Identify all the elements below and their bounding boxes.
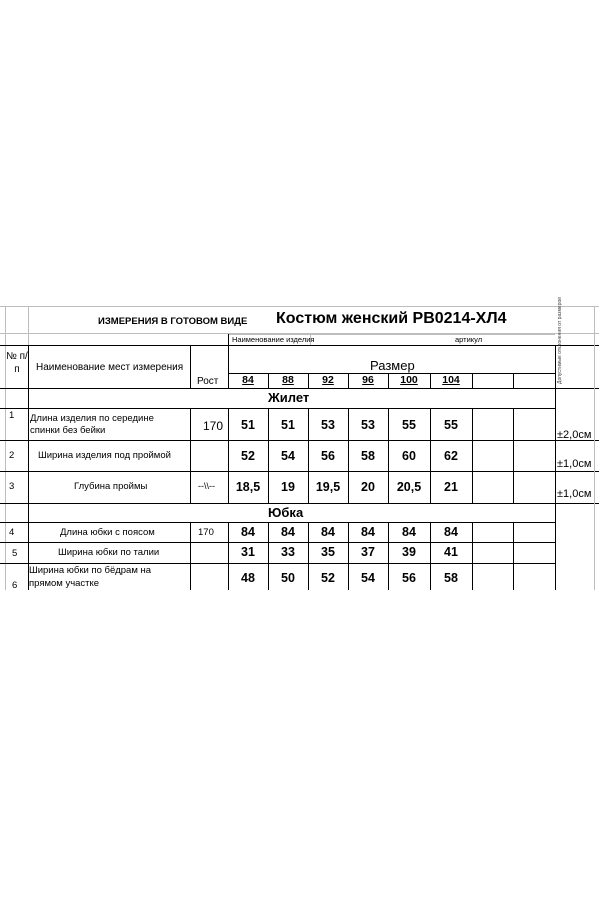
section-title-vest: Жилет [268,390,310,405]
value-cell: 84 [241,525,255,539]
value-cell: 52 [321,571,335,585]
page-background [0,591,599,899]
value-cell: 56 [321,449,335,463]
row-number: 1 [9,410,15,421]
row-number: 3 [9,481,15,492]
value-cell: 60 [402,449,416,463]
size-header: Размер [370,358,415,373]
grid-line [0,440,599,441]
value-cell: 55 [444,418,458,432]
value-cell: 55 [402,418,416,432]
grid-line [472,373,473,388]
value-cell: 84 [361,525,375,539]
row-description: Длина юбки с поясом [60,527,155,538]
number-column-header: № п/п [6,351,28,375]
grid-line [190,522,191,590]
grid-line [190,408,191,503]
grid-line [28,345,29,590]
value-cell: 84 [402,525,416,539]
grid-line [0,306,599,307]
article-label: артикул [455,335,483,344]
grid-line [513,522,514,590]
value-cell: 37 [361,545,375,559]
row-description: спинки без бейки [30,425,106,436]
row-height: 170 [203,419,224,433]
value-cell: 18,5 [235,480,261,494]
grid-line [0,503,599,504]
value-cell: 84 [281,525,295,539]
grid-line [513,408,514,503]
value-cell: 21 [444,480,458,494]
row-description: Ширина изделия под проймой [38,450,171,461]
grid-line [0,345,599,346]
grid-line [0,388,599,389]
section-title-skirt: Юбка [268,505,304,520]
row-number: 4 [9,527,15,538]
product-name-label: Наименование изделия [232,335,315,344]
value-cell: 39 [402,545,416,559]
value-cell: 35 [321,545,335,559]
product-title: Костюм женский РВ0214-ХЛ4 [276,310,507,327]
row-number: 5 [12,548,18,559]
value-cell: 41 [444,545,458,559]
size-88-header: 88 [282,374,294,386]
row-description: Ширина юбки по бёдрам на [29,565,152,576]
grid-line [472,408,473,503]
value-cell: 20,5 [396,480,422,494]
value-cell: 20 [361,480,375,494]
value-cell: 54 [281,449,295,463]
size-96-header: 96 [362,374,374,386]
grid-line [5,306,6,590]
value-cell: 56 [402,571,416,585]
size-84-header: 84 [242,374,254,386]
value-cell: 52 [241,449,255,463]
value-cell: 51 [241,418,255,432]
value-cell: 53 [321,418,335,432]
row-description: Длина изделия по середине [30,413,154,424]
height-column-header: Рост [197,376,219,387]
value-cell: 31 [241,545,255,559]
value-cell: 58 [361,449,375,463]
row-height: 170 [198,527,214,538]
grid-line [472,522,473,590]
value-cell: 51 [281,418,295,432]
place-column-header: Наименование мест измерения [36,362,184,373]
size-92-header: 92 [322,374,334,386]
row-description: Глубина проймы [74,481,148,492]
value-cell: 84 [444,525,458,539]
value-cell: 53 [361,418,375,432]
value-cell: 33 [281,545,295,559]
measurements-label: ИЗМЕРЕНИЯ В ГОТОВОМ ВИДЕ [98,316,248,327]
grid-line [555,345,556,590]
row-description: прямом участке [29,578,100,589]
row-number: 6 [12,580,18,591]
tolerance-value: ±2,0см [557,429,592,441]
tolerance-value: ±1,0см [557,488,592,500]
row-number: 2 [9,450,15,461]
value-cell: 19,5 [315,480,341,494]
value-cell: 62 [444,449,458,463]
tolerance-value: ±1,0см [557,458,592,470]
value-cell: 84 [321,525,335,539]
value-cell: 19 [281,480,295,494]
grid-line [190,345,191,388]
grid-line [28,306,29,346]
value-cell: 50 [281,571,295,585]
row-description: Ширина юбки по талии [58,547,160,558]
grid-line [594,306,595,590]
tolerance-column-header: Допустимые отклонения от размеров [557,297,563,384]
value-cell: 58 [444,571,458,585]
grid-line [0,471,599,472]
value-cell: 54 [361,571,375,585]
size-100-header: 100 [400,374,418,386]
size-104-header: 104 [442,374,460,386]
value-cell: 48 [241,571,255,585]
row-height: --\\-- [198,481,215,491]
grid-line [513,373,514,388]
